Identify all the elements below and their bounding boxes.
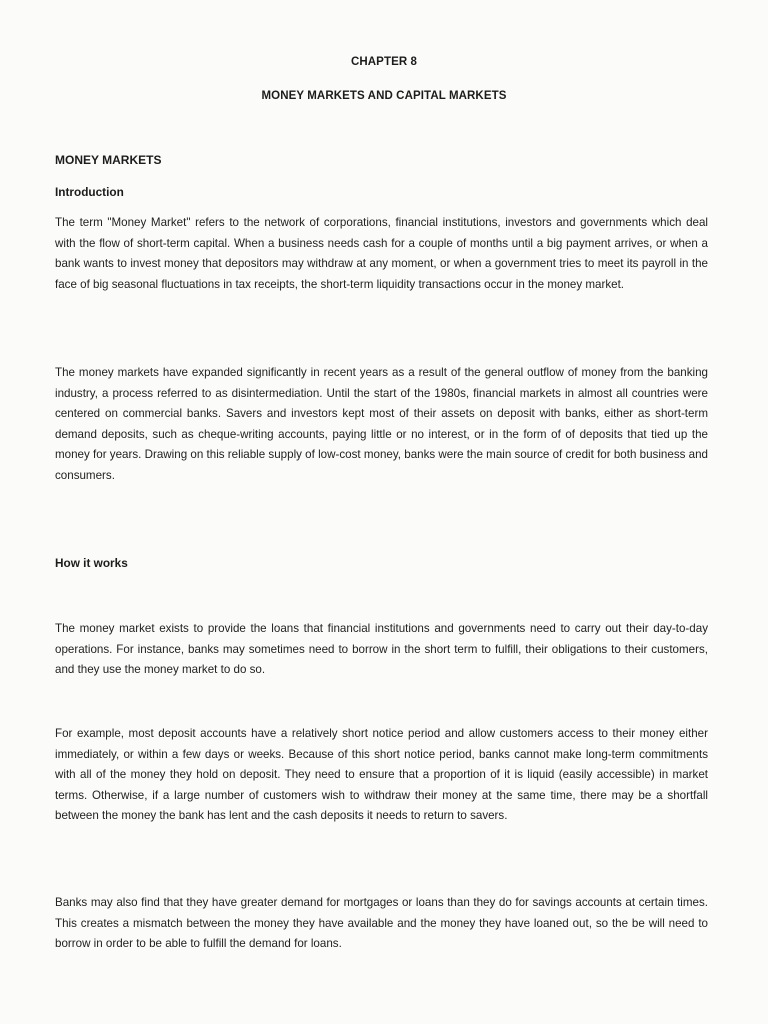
how-paragraph-3: Banks may also find that they have greater demand for mortgages or loans than they do for savings accounts at certain times. This creates a mismatch between the money they have available and the money they have loaned out, so the be will need to borrow in order to be able to fulfill the demand for loans. (55, 896, 708, 951)
chapter-number: CHAPTER 8 (350, 56, 418, 68)
subheading-how-it-works: How it works (55, 556, 128, 570)
intro-paragraph-2: The money markets have expanded significantly in recent years as a result of the general outflow of money from the banking industry, a process referred to as disintermediation. Until the start of the 1980s, financial markets in almost all countries were centered on commercial banks. Savers and investors kept most of their assets on deposit with banks, either as short-term demand deposits, such as cheque-writing accounts, paying little or no interest, or in the form of of deposits that tied up the money for years. Drawing on this reliable supply of low-cost money, banks were the main source of credit for both business and consumers. (55, 366, 708, 482)
how-paragraph-1: The money market exists to provide the loans that financial institutions and governments need to carry out their day-to-day operations. For instance, banks may sometimes need to borrow in the short term to fulfill, their obligations to their customers, and they use the money market to do so. (55, 622, 708, 677)
intro-paragraph-1: The term "Money Market" refers to the network of corporations, financial institutions, investors and governments which deal with the flow of short-term capital. When a business needs cash for a couple of months until a big payment arrives, or when a bank wants to invest money that depositors may withdraw at any moment, or when a government tries to meet its payroll in the face of big seasonal fluctuations in tax receipts, the short-term liquidity transactions occur in the money market. (55, 216, 708, 291)
chapter-title: MONEY MARKETS AND CAPITAL MARKETS (261, 90, 507, 102)
section-heading-money-markets: MONEY MARKETS (55, 153, 162, 167)
subheading-introduction: Introduction (55, 185, 124, 199)
how-paragraph-2: For example, most deposit accounts have a relatively short notice period and allow customers access to their money either immediately, or within a few days or weeks. Because of this short notice period, banks cannot make long-term commitments with all of the money they hold on deposit. They need to ensure that a proportion of it is liquid (easily accessible) in market terms. Otherwise, if a large number of customers wish to withdraw their money at the same time, there may be a shortfall between the money the bank has lent and the cash deposits it needs to return to savers. (55, 727, 708, 823)
